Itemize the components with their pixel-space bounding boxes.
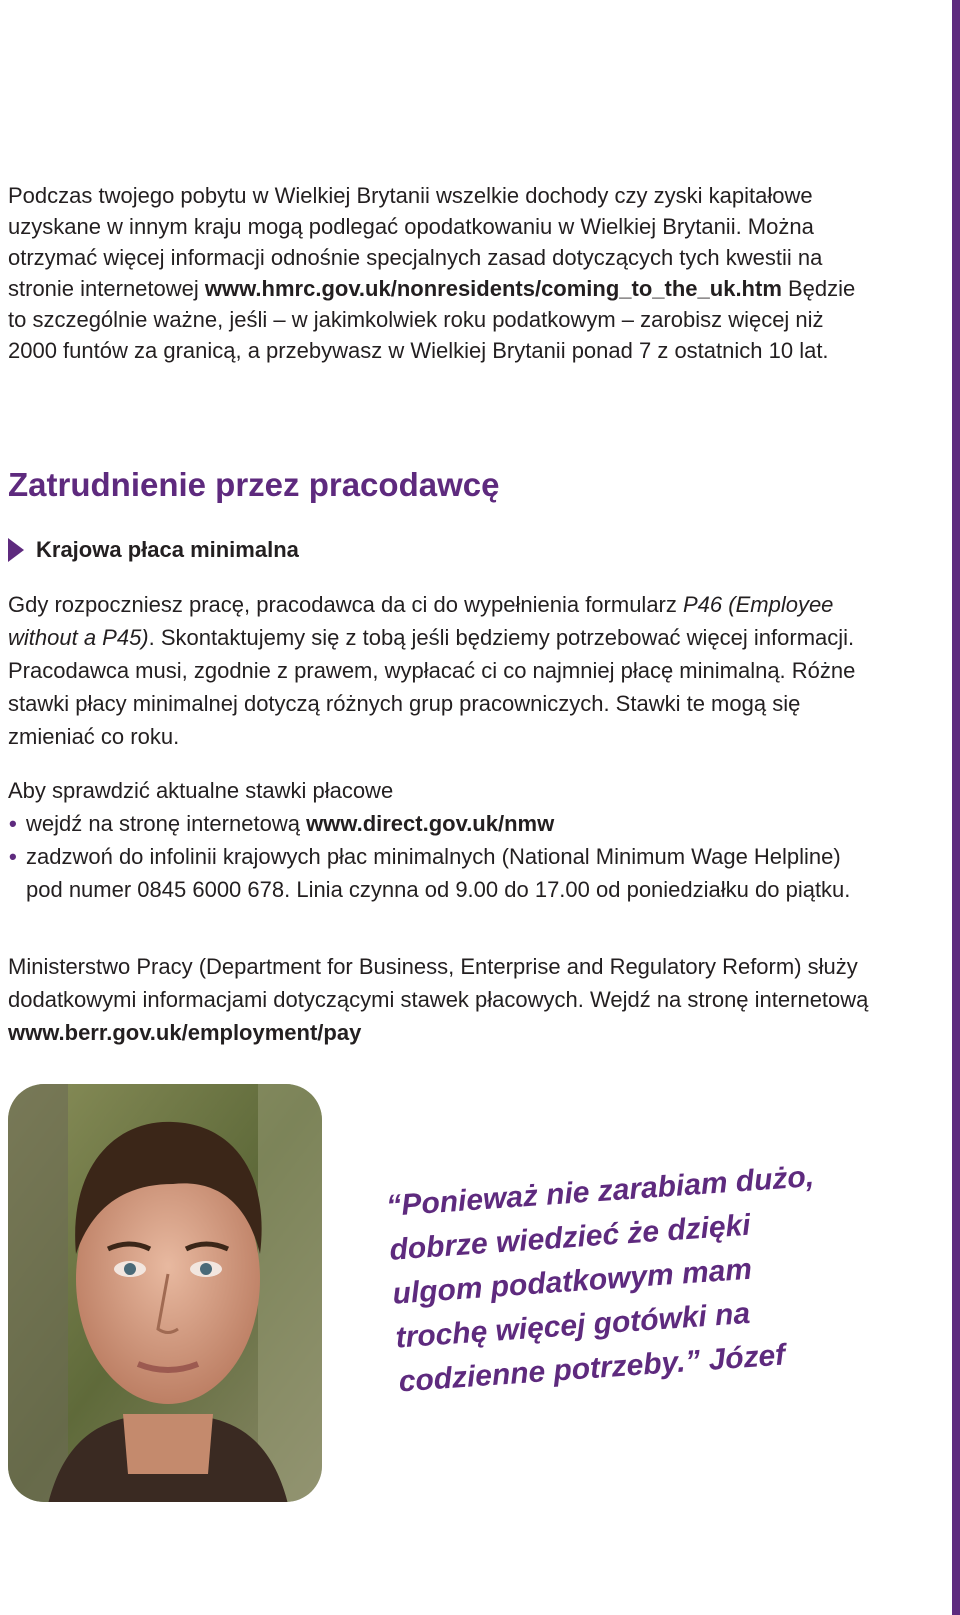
triangle-bullet-icon [8, 538, 24, 562]
bullet1-text: wejdź na stronę internetową [26, 811, 307, 836]
quote-line: ulgom podatkowym mam [391, 1252, 753, 1311]
rates-intro: Aby sprawdzić aktualne stawki płacowe [8, 778, 394, 803]
nmw-link[interactable]: www.direct.gov.uk/nmw [306, 811, 555, 836]
ministry-paragraph [8, 950, 878, 1049]
page-edge-bar [952, 0, 960, 1615]
berr-link[interactable]: www.berr.gov.uk/employment/pay [8, 1020, 362, 1045]
intro-section [8, 180, 868, 366]
bullet-dot-icon: • [9, 811, 17, 836]
subheading [8, 537, 299, 563]
testimonial-quote [385, 1149, 919, 1405]
bullet2-text: zadzwoń do infolinii krajowych płac minimalnych (National Minimum Wage Helpline) pod numer 0845 6000 678. Linia czynna od 9.00 do 17.00 od poniedziałku do piątku. [26, 844, 851, 902]
section-title: Zatrudnienie przez pracodawcę [8, 466, 500, 503]
quote-line: codzienne potrzeby.” Józef [397, 1338, 787, 1399]
rates-list [8, 807, 878, 906]
hmrc-link[interactable]: www.hmrc.gov.uk/nonresidents/coming_to_the_uk.htm [204, 276, 782, 301]
quote-line: dobrze wiedzieć że dzięki [388, 1208, 752, 1267]
employment-paragraph [8, 588, 878, 753]
employment-text-continued: . Skontaktujemy się z tobą jeśli będziemy potrzebować więcej informacji. Pracodawca musi, zgodnie z prawem, wypłacać ci co najmniej płacę minimalną. Różne stawki płacy minimalnej dotyczą różnych grup pracowniczych. Stawki te mogą się zmieniać co roku. [8, 625, 856, 749]
subheading-label: Krajowa płaca minimalna [36, 537, 299, 562]
intro-text-continued: Będzie to szczególnie ważne, jeśli – w jakimkolwiek roku podatkowym – zarobisz więcej niż 2000 funtów za granicą, a przebywasz w Wielkiej Brytanii ponad 7 z ostatnich 10 lat. [8, 276, 856, 363]
quote-line: trochę więcej gotówki na [394, 1296, 752, 1355]
portrait-photo [8, 1084, 322, 1502]
form-name: P46 (Employee without a P45) [8, 592, 834, 650]
ministry-text: Ministerstwo Pracy (Department for Business, Enterprise and Regulatory Reform) służy dodatkowymi informacjami dotyczącymi stawek płacowych. Wejdź na stronę internetową [8, 954, 869, 1012]
rates-section [8, 774, 878, 906]
intro-text: Podczas twojego pobytu w Wielkiej Brytanii wszelkie dochody czy zyski kapitałowe uzyskane w innym kraju mogą podlegać opodatkowaniu w Wielkiej Brytanii. Można otrzymać więcej informacji odnośnie specjalnych zasad dotyczących tych kwestii na stronie internetowej [8, 183, 823, 301]
bullet-dot-icon: • [9, 844, 17, 869]
list-item [8, 807, 878, 840]
employment-text: Gdy rozpoczniesz pracę, pracodawca da ci do wypełnienia formularz [8, 592, 683, 617]
list-item [8, 840, 878, 906]
quote-line: “Ponieważ nie zarabiam dużo, [385, 1160, 816, 1223]
intro-paragraph [8, 180, 868, 366]
